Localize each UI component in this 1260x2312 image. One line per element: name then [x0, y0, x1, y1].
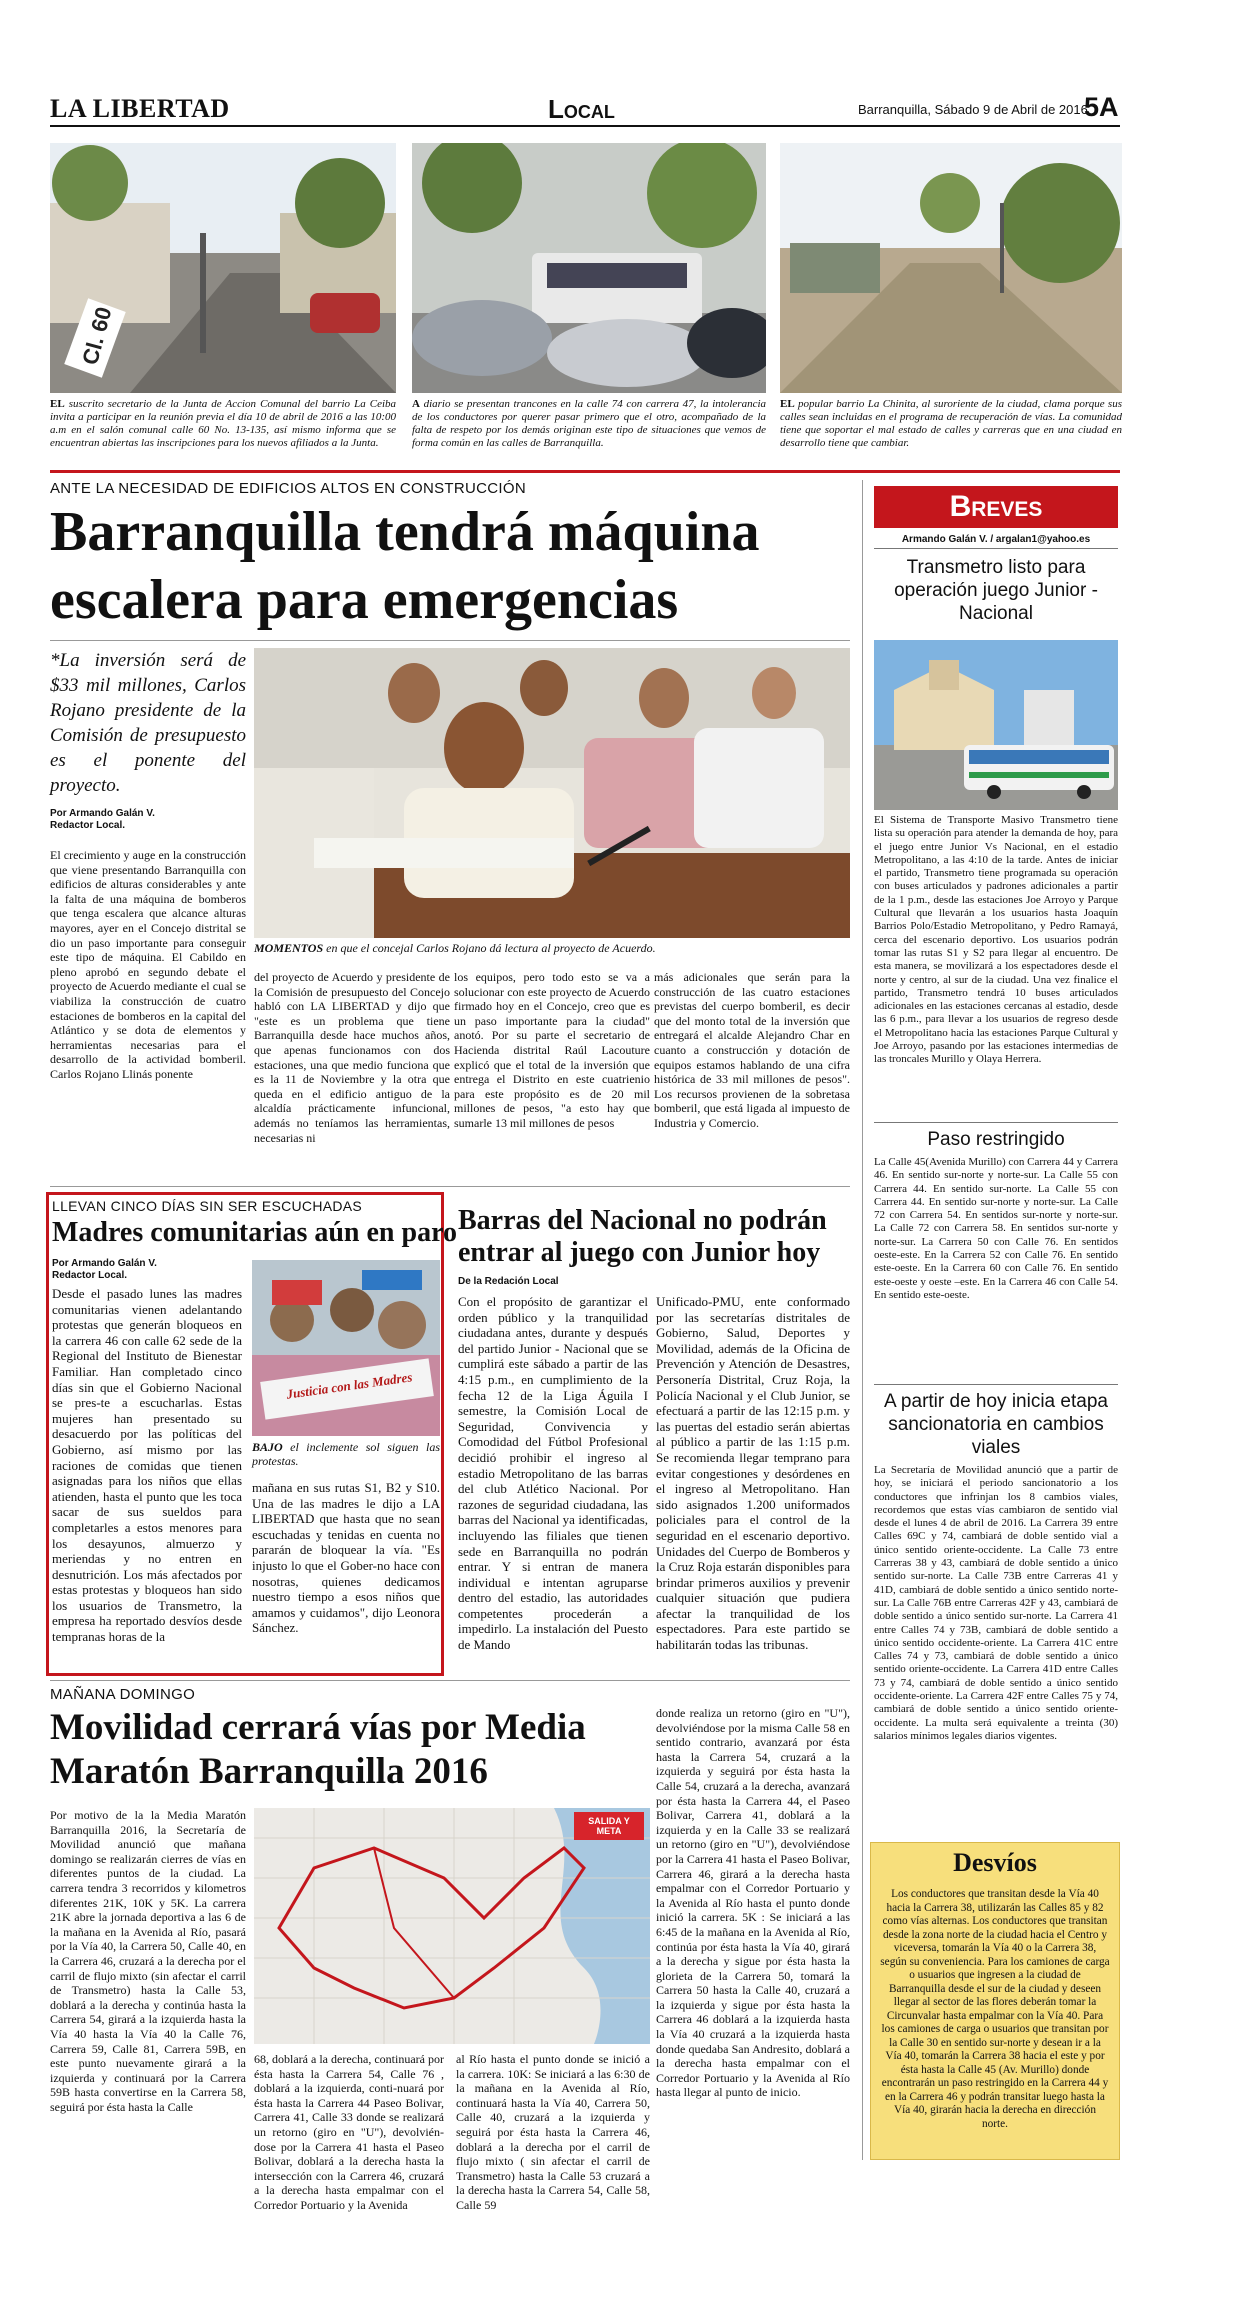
caption-concejo	[254, 942, 850, 955]
lead-deck: *La inversión será de $33 mil millones, Carlos Rojano presidente de la Comisión de presupuesto es el ponente del proyecto.	[50, 650, 246, 796]
photo-la-chinita	[780, 143, 1122, 393]
maraton-title-2: Maratón Barranquilla 2016	[50, 1751, 488, 1792]
lead-title-rule	[50, 640, 850, 641]
caption-la-ceiba	[50, 398, 396, 450]
caption-lead: EL	[780, 398, 795, 410]
madres-col-1: Desde el pasado lunes las madres comunitarias vienen adelantando protestas que generán bloqueos en la carrera 46 con calle 62 sede de la Regional del Instituto de Bienestar Familiar. Han completado cinco días sin que el Gobierno Nacional se pres-te a escucharlas. Estas mujeres han presentado su desacuerdo por las políticas del Gobierno, así mismo por las raciones de comidas que tienen asignadas para los niños que ellas atienden, hasta el punto que les toca sacar de sus sueldos para completarles a estos menores para los desayunos, almuerzo y meriendas y no entren en desnutrición. Los más afectados por estas protestas y bloqueos han sido los usuarios de Transmetro, la empresa ha reportado desvíos desde tempranas horas de la	[52, 1286, 242, 1645]
caption-text: el inclemente sol siguen las protestas.	[252, 1440, 440, 1468]
maraton-kicker: MAÑANA DOMINGO	[50, 1686, 196, 1703]
masthead-page: 5A	[1084, 92, 1119, 122]
lead-col-1: El crecimiento y auge en la construcción que viene presentando Barranquilla con edificios de alturas considerables y ante la falta de una máquina de bomberos que tenga escalera que alcance alturas mayores, ayer en el Concejo distrital se dio un paso importante para conseguir este tipo de máquina. El Cabildo en pleno aprobó en segundo debate el proyecto de Acuerdo mediante el cual se viabiliza la construcción de cuatro estaciones de bomberos en la capital del Atlántico y se dota de elementos y herramientas necesarias para el desarrollo de la actividad bomberil. Carlos Rojano Llinás ponente	[50, 848, 246, 1081]
madres-byline	[52, 1258, 157, 1282]
caption-la-chinita	[780, 398, 1122, 450]
lower-rule	[50, 1680, 850, 1681]
madres-col-2: mañana en sus rutas S1, B2 y S10. Una de las madres le dijo a LA LIBERTAD que hasta que no sean escuchadas y tenidas en cuenta no pararán de bloquear la vía. "Es injusto lo que el Gober-no hace con nosotras, quienes dedicamos nuestro tiempo a esos niños que amamos y cuidamos", dijo Leonora Sánchez.	[252, 1480, 440, 1636]
breve-rule-2	[874, 1384, 1118, 1385]
caption-lead: BAJO	[252, 1440, 283, 1454]
lead-kicker: ANTE LA NECESIDAD DE EDIFICIOS ALTOS EN CONSTRUCCIÓN	[50, 480, 526, 497]
masthead-section: Local	[548, 94, 615, 124]
breve-2-title: Paso restringido	[927, 1129, 1065, 1150]
photo-transmetro	[874, 640, 1118, 810]
desvios-text: Los conductores que transitan desde la Vía 40 hacia la Carrera 38, utilizarán las Calles 85 y 82 como vías alternas. Los conductores que transitan desde la zona norte de la ciudad hacia el Centro y viceversa, tomarán la Vía 40 o la Carrera 38, según su conveniencia. Para los camiones de carga o usuarios que ingresen a la ciudad de Barranquilla desde el sur de la ciudad y deseen llegar al sector de las flores deberán tomar la Circunvalar hasta empalmar con la Vía 40. Para los camiones de carga o usuarios que transitan por la Calle 30 en sentido sur-norte y desean ir a la Vía 40, tomarán la Carrera 38 hacia el este y por ésta hasta la Calle 45 (Av. Murillo) donde encontrarán un paso restringido en la Carrera 44 y en la Carrera 46 y podrán transitar luego hasta la Vía 40, girarán hacia la derecha en dirección norte.	[880, 1888, 1110, 2130]
breve-3-title: A partir de hoy inicia etapa sancionatoria en cambios viales	[884, 1391, 1108, 1458]
desvios-title: Desvíos	[953, 1848, 1037, 1877]
lead-byline-role: Redactor Local.	[50, 820, 126, 831]
barras-title-2: entrar al juego con Junior hoy	[458, 1237, 821, 1268]
caption-madres	[252, 1440, 440, 1468]
lead-col-3: los equipos, pero todo esto se va a solucionar con este proyecto de Acuerdo firmado hoy en el Concejo, creo que es un paso importante para la ciudad" anotó. Por su parte el secretario de Hacienda distrital Raúl Lacouture explicó que el total de la inversión que entrega el Distrito en este cuatrienio para este propósito es de 20 mil millones de pesos, "a esto hay que sumarle 13 mil millones de pesos	[454, 970, 650, 1130]
barras-col-2: Unificado-PMU, ente conformado por las secretarías distritales de Gobierno, Salud, Deportes y Movilidad, además de la Oficina de Prevención y Atención de Desastres, Personería Distrital, Cruz Roja, la Policía Nacional y el Club Junior, se efectuará a partir de las 12:15 p.m. y las puertas del estadio serán abiertas al público a partir de las 1:15 p.m. Se recomienda llegar temprano para evitar congestiones y desórdenes en el ingreso al Metropolitano. Han sido asignados 1.200 uniformados policiales para el control de la seguridad en el escenario deportivo. Unidades del Cuerpo de Bomberos y la Cruz Roja estarán disponibles para brindar primeros auxilios y prevenir cualquier situación que pudiera afectar la tranquilidad de los espectadores. Para este partido se habilitarán todas las tribunas.	[656, 1294, 850, 1653]
lead-title-2: escalera para emergencias	[50, 569, 679, 631]
caption-lead: EL	[50, 398, 65, 410]
caption-text: suscrito secretario de la Junta de Accion Comunal del barrio La Ceiba invita a participar en la reunión previa el día 10 de abril de 2016 a las 10:00 a.m en el salón comunal calle 60 No. 13-135, así mismo informa que se encuentran abiertas las inscripciones para los nuevos afiliados a la Junta.	[50, 398, 397, 449]
madres-banner: Justicia con las Madres	[285, 1369, 414, 1402]
breves-author-rule	[874, 548, 1118, 549]
masthead-paper: LA LIBERTAD	[50, 94, 230, 123]
breve-1-title: Transmetro listo para operación juego Junior - Nacional	[894, 557, 1098, 624]
madres-title: Madres comunitarias aún en paro	[52, 1217, 457, 1248]
photo-street-la-ceiba	[50, 143, 396, 393]
map-label: SALIDA Y META	[588, 1816, 630, 1836]
caption-text: diario se presentan trancones en la calle 74 con carrera 47, la intolerancia de los conductores por querer pasar primero que el otro, acompañado de la falta de respeto por los demás originan este tipo de situaciones que vemos de forma común en las calles de Barranquilla.	[412, 398, 767, 449]
caption-lead: A	[412, 398, 420, 410]
breves-title: Breves	[874, 486, 1118, 528]
top-rule-red	[50, 470, 1120, 473]
mid-rule	[50, 1186, 850, 1187]
breve-2-text: La Calle 45(Avenida Murillo) con Carrera 44 y Carrera 46. En sentido sur-norte y norte-sur. La Calle 55 con Carrera 44. En sentido sur-norte. La Calle 55 con Carrera 44. En sentido sur-norte y norte-sur. La Calle 72 con Carrera 54. En sentidos sur-norte y norte-sur. La Calle 72 con Carrera 58. En sentidos sur-norte y norte-sur. La Carrera 50 con Calle 76. En sentidos oeste-este. En la Carrera 52 con Calle 76. En sentido este-oeste. En la Carrera 60 con Calle 76. En sentido este-oeste y oeste –este. En la Carrera 46 con Calle 54. En sentido este-oeste.	[874, 1156, 1118, 1301]
maraton-col-1: Por motivo de la la Media Maratón Barranquilla 2016, la Secretaría de Movilidad anunció que mañana domingo se realizarán cierres de vías en diferentes puntos de la ciudad. La carrera tendra 3 recorridos y kilometros diferentes 21K, 10K y 5K. La carrera 21K abre la jornada deportiva a las 6 de la mañana en la Avenida al Río, pasará por la Vía 40, la Carrera 50, Calle 40, en la Carrera 46, cruzará a la derecha por el carril de flujo mixto (sin afectar el carril de Transmetro) hasta la Calle 53, doblará a la derecha y continúa hasta la Carrera 54, girará a la izquierda hasta la Vía 40 hasta la Vía 40 la Calle 76, Carrera 59, Calle 81, Carrera 59B, en este punto nuevamente girará a la izquierda y continuará por la Carrera 59B hasta convertirse en la Carrera 58, seguirá por ésta hasta la Calle	[50, 1808, 246, 2114]
caption-calle-74	[412, 398, 766, 450]
maraton-title-1: Movilidad cerrará vías por Media	[50, 1707, 586, 1748]
madres-kicker: LLEVAN CINCO DÍAS SIN SER ESCUCHADAS	[52, 1198, 363, 1214]
breve-1-text: El Sistema de Transporte Masivo Transmetro tiene lista su operación para atender la demanda de hoy, para el juego entre Junior Vs Nacional, en el estadio Metropolitano, a las 4:10 de la tarde. Antes de iniciar el partido, Transmetro tiene programada su operación con buses articulados y padrones adicionales a partir de la 1 p.m., desde las estaciones Joe Arroyo y Parque Cultural que llevarán a los usuarios hasta Joaquín Barrios Polo/Estadio Metropolitano, y Pedro Ramayá, cerca del escenario deportivo. Los usuarios podrán tomar las rutas S1 y S2 para llegar al encuentro. De esta manera, se movilizará a los espectadores desde el norte y centro, al sur de la ciudad. Una vez finalice el partido, Transmetro tendrá 10 buses articulados adicionales en las estaciones cercanas al estadio, desde las 6 p.m., para llevar a los usuarios de regreso desde el Metropolitano hacia las estaciones Parque Cultural y Joe Arroyo, pasando por las estaciones intermedias de las troncales Murillo y Olaya Herrera.	[874, 814, 1118, 1066]
barras-title-1: Barras del Nacional no podrán	[458, 1205, 827, 1236]
maraton-col-2: 68, doblará a la derecha, continuará por ésta hasta la Carrera 54, Calle 76 , doblará a la izquierda, conti-nuará por ésta hasta la Carrera 44 Paseo Bolivar, Carrera 41, Calle 33 donde se realizará un retorno (giro en "U"), devolvién-dose por la Carrera 41 hasta el Paseo Bolivar, doblará a la derecha hasta la intersección con la Carrera 46, cruzará a la derecha hasta empalmar con el Corredor Portuario y la Avenida	[254, 2052, 444, 2212]
caption-text: en que el concejal Carlos Rojano dá lectura al proyecto de Acuerdo.	[326, 941, 656, 955]
sidebar-divider	[862, 480, 863, 2160]
photo-concejo	[254, 648, 850, 938]
lead-col-2: del proyecto de Acuerdo y presidente de la Comisión de presupuesto del Concejo habló con LA LIBERTAD y dijo que "este es un problema que tiene Barranquilla desde hace muchos años, que apenas funcionamos con dos estaciones, una que medio funciona que es la 11 de Noviembre y la otra que queda en el edificio antiguo de la alcaldía prácticamente infuncional, además no teníamos las herramientas, necesarias ni	[254, 970, 450, 1145]
lead-byline-author: Por Armando Galán V.	[50, 808, 155, 819]
photo-traffic-calle-74	[412, 143, 766, 393]
maraton-col-3: al Río hasta el punto donde se inició a la carrera. 10K: Se iniciará a las 6:30 de la mañana en la Avenida al Río, continuará hasta la Vía 40, Carrera 50, Calle 40, cruzará a la izquierda y seguirá por ésta hasta la Carrera 46, doblará a la derecha por el carril de flujo mixto ( sin afectar el carril de Transmetro) hasta la Calle 53 cruzará a la derecha hasta la Carrera 54, Calle 58, Calle 59	[456, 2052, 650, 2212]
caption-lead: MOMENTOS	[254, 941, 324, 955]
breve-rule-1	[874, 1122, 1118, 1123]
madres-byline-role: Redactor Local.	[52, 1270, 128, 1281]
maraton-route-map	[254, 1808, 650, 2044]
lead-title-1: Barranquilla tendrá máquina	[50, 501, 760, 563]
masthead-rule	[50, 125, 1120, 127]
lead-col-4: más adicionales que serán para la construcción de las cuatro estaciones previstas del cuerpo bomberil, es decir que del monto total de la inversión que entregará el alcalde Alejandro Char en cuanto a construcción y dotación de equipos estamos hablando de una cifra histórica de 33 mil millones de pesos". Los recursos provienen de la sobretasa bomberil, que está ligada al impuesto de Industria y Comercio.	[654, 970, 850, 1130]
barras-col-1: Con el propósito de garantizar el orden público y la tranquilidad ciudadana antes, durante y después del partido Junior - Nacional que se cumplirá este sábado a partir de las 4:15 p.m., en cumplimiento de la fecha 12 de la Liga Águila I semestre, la Comisión Local de Seguridad, Convivencia y Comodidad del Fútbol Profesional decidió prohibir el ingreso al estadio Metropolitano de las barras del club Atlético Nacional. Por razones de seguridad ciudadana, las barras del Nacional ya identificadas, incluyendo las filiales que tienen sede en Barranquilla no podrán entrar. Y si entran de manera individual e intentan agruparse dentro del estadio, las autoridades competentes procederán a impedirlo. La instalación del Puesto de Mando	[458, 1294, 648, 1653]
masthead-date: Barranquilla, Sábado 9 de Abril de 2016	[858, 102, 1088, 117]
breve-3-text: La Secretaría de Movilidad anunció que a partir de hoy, se iniciará el periodo sancionatorio a los conductores que infrinjan los 8 cambios viales, recordemos que estas vías cambiaron de sentido vial desde el lunes 4 de abril de 2016. La Carrera 39 entre Calles 69C y 74, cambiará de doble sentido vial a único sentido oriente-occidente. La Calle 73 entre Carreras 38 y 43, cambiará de doble sentido a único sentido sur-norte. La Calle 73B entre Carreras 41 y 41D, cambiará de doble sentido a único sentido norte-sur. La Calle 76B entre Carreras 42F y 43, cambiará de doble sentido a único sentido sur-norte. La Carrera 41 entre Calles 74 y 73B, cambiará de doble sentido a único sentido occidente-oriente. La Carrera 41C entre Calles 74 y 73, cambiará de doble sentido a único sentido oriente-occidente. La Carrera 41D entre Calles 73 y 74, cambiará de doble sentido a único sentido occidente-oriente. La Carrera 42F entre Calles 75 y 74, cambiará de doble sentido a único sentido oriente-occidente. La multa será equivalente a treinta (30) salarios mínimos legales diarios vigentes.	[874, 1464, 1118, 1742]
lead-byline	[50, 808, 155, 832]
maraton-col-4: donde realiza un retorno (giro en "U"), devolviéndose por la misma Calle 58 en sentido contrario, avanzará por ésta hasta la Carrera 54, cruzará a la izquierda y seguirá por ésta hasta la Calle 54, cruzará a la derecha, avanzará por ésta hasta la Carrera 44, el Paseo Bolivar, Carrera 41, doblará a la izquierda y en la Calle 33 se realizará un retorno (giro en "U"), devolviéndose por la Carrera 41 hasta el Paseo Bolivar, Carrera 46, girará a la derecha hasta empalmar con el Corredor Portuario y la Avenida al Río hasta el punto donde inició la carrera. 5K : Se iniciará a las 6:45 de la mañana en la Avenida al Río, continúa por ésta hasta la Vía 40, girará a la derecha y sigue por ésta hasta la glorieta de la Carrera 50, tomará la Carrera 50 hasta la Calle 40, cruzará a la izquierda y sigue por ésta hasta la Carrera 46 doblará a la izquierda hasta la Vía 40 cruzará a la izquierda hasta donde quedaba San Andresito, doblará a la derecha hasta empalmar con el Corredor Portuario y la Avenida al Río hasta llegar al punto de inicio.	[656, 1706, 850, 2100]
barras-byline: De la Redación Local	[458, 1276, 559, 1287]
breves-author: Armando Galán V. / argalan1@yahoo.es	[901, 534, 1091, 545]
caption-text: popular barrio La Chinita, al suroriente de la ciudad, clama porque sus calles sean incluidas en el programa de recuperación de vías. La comunidad tiene que soportar el mal estado de calles y carreras que en una ciudad en desarrollo tiene que cambiar.	[780, 398, 1122, 449]
madres-byline-author: Por Armando Galán V.	[52, 1258, 157, 1269]
street-sign: Cl. 60	[77, 304, 117, 368]
photo-madres-protesta	[252, 1260, 440, 1436]
